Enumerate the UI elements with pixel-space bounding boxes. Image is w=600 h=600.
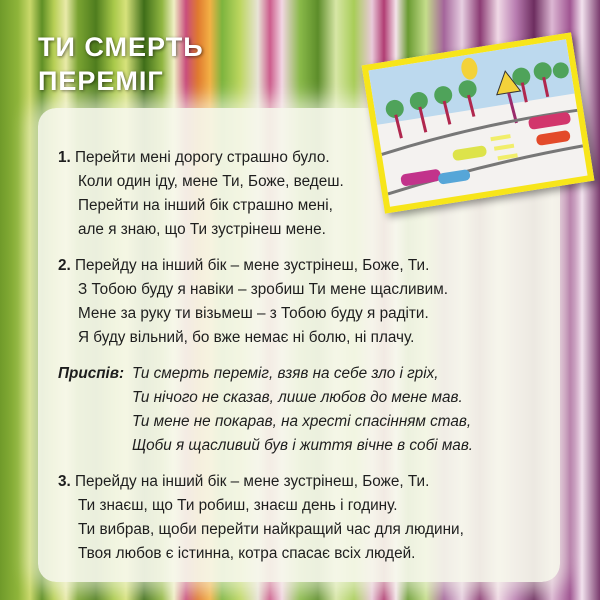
lyric-line — [58, 146, 473, 170]
lyric-line: Коли один іду, мене Ти, Боже, ведеш. — [78, 173, 344, 190]
lyric-line: Перейти на інший бік страшно мені, — [78, 197, 333, 214]
chorus-label: Приспів: — [58, 365, 125, 382]
lyric-line: Ти нічого не сказав, лише любов до мене мав. — [132, 389, 463, 406]
lyric-line: Ти знаєш, що Ти робиш, знаєш день і годину. — [78, 497, 398, 514]
lyric-line — [58, 254, 473, 278]
lyric-line: але я знаю, що Ти зустрінеш мене. — [78, 221, 326, 238]
chorus — [58, 362, 473, 458]
lyric-line: Ти вибрав, щоби перейти найкращий час для людини, — [78, 521, 464, 538]
lyric-line: Щоби я щасливий був і життя вічне в собі мав. — [132, 437, 474, 454]
lyric-line: Я буду вільний, бо вже немає ні болю, ні плачу. — [78, 329, 415, 346]
stanza-number: 1. — [58, 149, 71, 166]
lyric-text: Перейду на інший бік – мене зустрінеш, Боже, Ти. — [75, 473, 430, 490]
lyric-text: Перейду на інший бік – мене зустрінеш, Боже, Ти. — [75, 257, 430, 274]
title-line: ПЕРЕМІГ — [38, 66, 164, 96]
lyric-line: Твоя любов є істинна, котра спасає всіх людей. — [78, 545, 416, 562]
lyric-line: Мене за руку ти візьмеш – з Тобою буду я радіти. — [78, 305, 429, 322]
stanza-number: 2. — [58, 257, 71, 274]
page-title — [38, 30, 204, 98]
lyric-text: Перейти мені дорогу страшно було. — [75, 149, 330, 166]
lyric-line: Ти смерть переміг, взяв на себе зло і гріх, — [132, 365, 439, 382]
lyric-line: Ти мене не покарав, на хресті спасінням став, — [132, 413, 472, 430]
stanza-1 — [58, 146, 473, 242]
stanza-3 — [58, 470, 473, 566]
lyric-line: З Тобою буду я навіки – зробиш Ти мене щасливим. — [78, 281, 448, 298]
stanza-2 — [58, 254, 473, 350]
lyric-line — [58, 470, 473, 494]
song-lyrics — [58, 146, 473, 578]
title-line: ТИ СМЕРТЬ — [38, 32, 204, 62]
stanza-number: 3. — [58, 473, 71, 490]
